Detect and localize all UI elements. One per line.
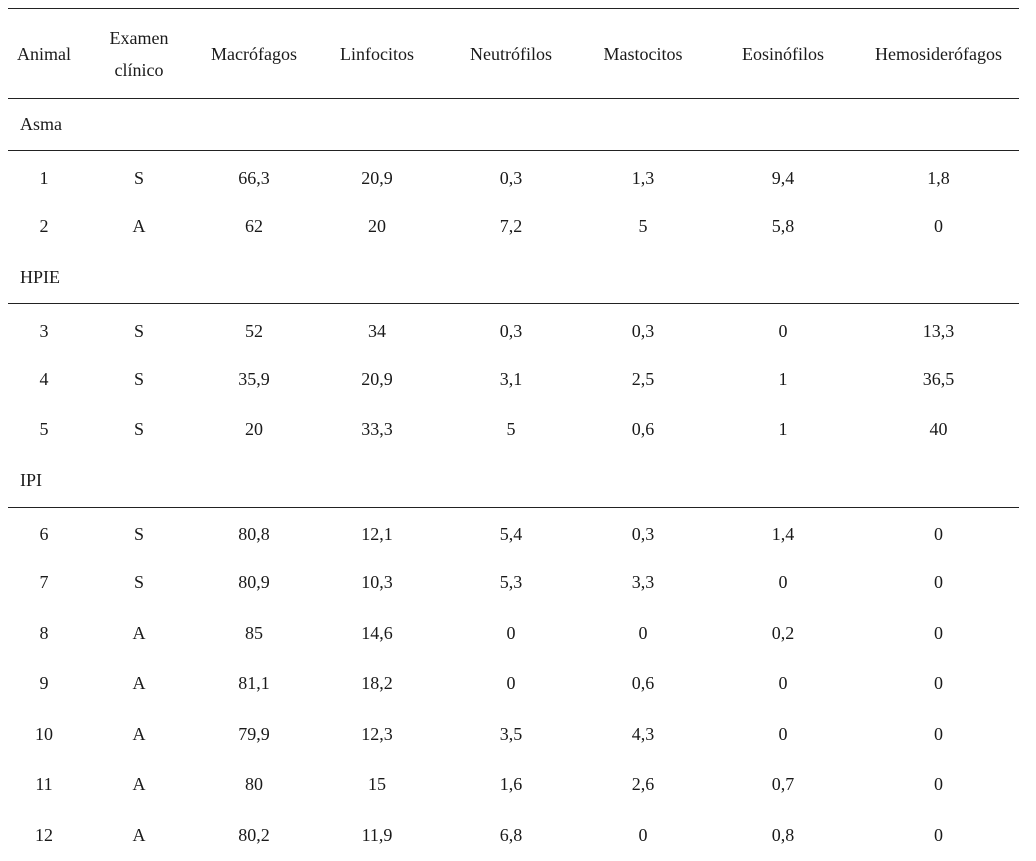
group-row	[8, 99, 1019, 151]
cell-mastocitos: 3,3	[631, 572, 655, 593]
cell-animal: 8	[39, 622, 49, 643]
cell-neutrofilos: 3,1	[499, 368, 523, 389]
col-header-neutrofilos: Neutrófilos	[470, 43, 552, 64]
cell-mastocitos: 0	[638, 622, 648, 643]
group-row	[8, 252, 1019, 304]
cell-hemosiderofagos: 0	[934, 723, 943, 744]
header-row	[8, 9, 1019, 99]
cell-macrofagos: 81,1	[238, 673, 270, 694]
cell-linfocitos: 11,9	[361, 824, 393, 845]
cell-eosinofilos: 1	[778, 419, 788, 440]
cell-eosinofilos: 0	[778, 723, 788, 744]
group-label: Asma	[20, 114, 62, 134]
table-body	[8, 99, 1019, 861]
cell-mastocitos: 0,3	[631, 320, 655, 341]
cell-animal: 5	[39, 419, 49, 440]
table-row	[8, 304, 1019, 355]
cell-eosinofilos: 0,8	[771, 824, 795, 845]
cell-neutrofilos: 5	[506, 419, 516, 440]
col-header-macrofagos: Macrófagos	[211, 43, 297, 64]
col-header-examen-line1: Examen	[109, 27, 169, 48]
cell-mastocitos: 0	[638, 824, 648, 845]
cell-neutrofilos: 3,5	[499, 723, 523, 744]
cell-animal: 2	[39, 215, 49, 236]
cell-macrofagos: 80,2	[238, 824, 270, 845]
cell-neutrofilos: 5,4	[499, 524, 523, 544]
bal-cytology-table	[8, 8, 1019, 861]
table-row	[8, 558, 1019, 609]
cell-animal: 3	[39, 320, 49, 341]
cell-examen-clinico: S	[133, 320, 144, 341]
cell-animal: 6	[39, 524, 49, 544]
cell-macrofagos: 80,8	[238, 524, 270, 544]
cell-neutrofilos: 6,8	[499, 824, 523, 845]
col-header-eosinofilos: Eosinófilos	[741, 43, 824, 64]
cell-animal: 12	[35, 824, 53, 845]
cell-mastocitos: 2,6	[631, 774, 655, 795]
cell-macrofagos: 20	[245, 419, 263, 440]
cell-linfocitos: 20,9	[361, 368, 393, 389]
cell-hemosiderofagos: 0	[934, 774, 943, 795]
group-label: IPI	[20, 470, 42, 491]
cell-eosinofilos: 0	[778, 673, 788, 694]
cell-eosinofilos: 0	[778, 320, 788, 341]
cell-linfocitos: 20,9	[361, 167, 393, 188]
cell-neutrofilos: 0	[506, 673, 516, 694]
cell-macrofagos: 80,9	[238, 572, 270, 593]
cell-hemosiderofagos: 40	[929, 419, 948, 440]
cell-neutrofilos: 5,3	[499, 572, 523, 593]
col-header-examen-line2: clínico	[114, 59, 164, 80]
cell-hemosiderofagos: 36,5	[922, 368, 955, 389]
cell-neutrofilos: 0	[506, 622, 516, 643]
cell-animal: 7	[39, 572, 49, 593]
cell-macrofagos: 85	[245, 622, 263, 643]
cell-neutrofilos: 7,2	[499, 215, 523, 236]
cell-macrofagos: 52	[245, 320, 263, 341]
cell-macrofagos: 62	[245, 215, 263, 236]
cell-hemosiderofagos: 0	[934, 215, 943, 236]
cell-eosinofilos: 0,2	[771, 622, 795, 643]
cell-linfocitos: 18,2	[361, 673, 393, 694]
col-header-linfocitos: Linfocitos	[340, 43, 414, 64]
col-header-hemosiderofagos: Hemosiderófagos	[875, 43, 1002, 64]
cell-examen-clinico: A	[132, 215, 146, 236]
cell-macrofagos: 35,9	[238, 368, 270, 389]
cell-eosinofilos: 0,7	[771, 774, 795, 795]
cell-eosinofilos: 5,8	[771, 215, 795, 236]
table-row	[8, 608, 1019, 659]
table-row	[8, 810, 1019, 861]
cell-hemosiderofagos: 13,3	[922, 320, 955, 341]
table-row	[8, 760, 1019, 811]
cell-examen-clinico: S	[133, 167, 144, 188]
cell-eosinofilos: 1	[778, 368, 788, 389]
cell-hemosiderofagos: 0	[934, 524, 943, 544]
cell-animal: 11	[35, 774, 53, 795]
cell-eosinofilos: 1,4	[771, 524, 795, 544]
group-row	[8, 455, 1019, 507]
table-row	[8, 201, 1019, 252]
cell-examen-clinico: A	[132, 723, 146, 744]
table-row	[8, 659, 1019, 710]
cell-mastocitos: 0,6	[631, 673, 655, 694]
table-row	[8, 709, 1019, 760]
cell-linfocitos: 20	[368, 215, 386, 236]
cell-neutrofilos: 0,3	[499, 320, 523, 341]
cell-examen-clinico: S	[133, 368, 144, 389]
cell-examen-clinico: A	[132, 622, 146, 643]
cell-hemosiderofagos: 0	[934, 824, 943, 845]
table-row	[8, 507, 1019, 558]
col-header-examen-clinico	[80, 9, 198, 99]
cell-hemosiderofagos: 1,8	[927, 167, 950, 188]
cell-linfocitos: 34	[368, 320, 386, 341]
cell-neutrofilos: 0,3	[499, 167, 523, 188]
cell-examen-clinico: S	[133, 419, 144, 440]
table-row	[8, 354, 1019, 405]
group-label: HPIE	[20, 266, 60, 287]
cell-examen-clinico: A	[132, 824, 146, 845]
cell-animal: 1	[39, 167, 49, 188]
cell-macrofagos: 80	[245, 774, 263, 795]
cell-examen-clinico: A	[132, 774, 146, 795]
cell-hemosiderofagos: 0	[934, 622, 943, 643]
cell-mastocitos: 0,6	[631, 419, 655, 440]
cell-animal: 10	[35, 723, 53, 744]
cell-linfocitos: 12,3	[361, 723, 393, 744]
cell-linfocitos: 10,3	[361, 572, 393, 593]
cell-mastocitos: 4,3	[631, 723, 655, 744]
cell-neutrofilos: 1,6	[499, 774, 523, 795]
table-row	[8, 151, 1019, 202]
cell-mastocitos: 5	[638, 215, 648, 236]
cell-eosinofilos: 0	[778, 572, 788, 593]
col-header-animal: Animal	[17, 43, 71, 64]
cell-eosinofilos: 9,4	[771, 167, 795, 188]
cell-linfocitos: 33,3	[361, 419, 393, 440]
cell-animal: 9	[39, 673, 49, 694]
cell-mastocitos: 1,3	[631, 167, 655, 188]
col-header-mastocitos: Mastocitos	[603, 43, 683, 64]
table-row	[8, 405, 1019, 456]
cell-macrofagos: 79,9	[238, 723, 270, 744]
cell-linfocitos: 12,1	[361, 524, 393, 544]
cell-examen-clinico: S	[133, 524, 144, 544]
cell-linfocitos: 15	[368, 774, 386, 795]
cell-animal: 4	[39, 368, 49, 389]
cell-examen-clinico: A	[132, 673, 146, 694]
cell-examen-clinico: S	[133, 572, 144, 593]
cell-mastocitos: 0,3	[631, 524, 655, 544]
cell-macrofagos: 66,3	[238, 167, 270, 188]
cell-linfocitos: 14,6	[361, 622, 393, 643]
cell-hemosiderofagos: 0	[934, 673, 943, 694]
cell-mastocitos: 2,5	[631, 368, 655, 389]
cell-hemosiderofagos: 0	[934, 572, 943, 593]
